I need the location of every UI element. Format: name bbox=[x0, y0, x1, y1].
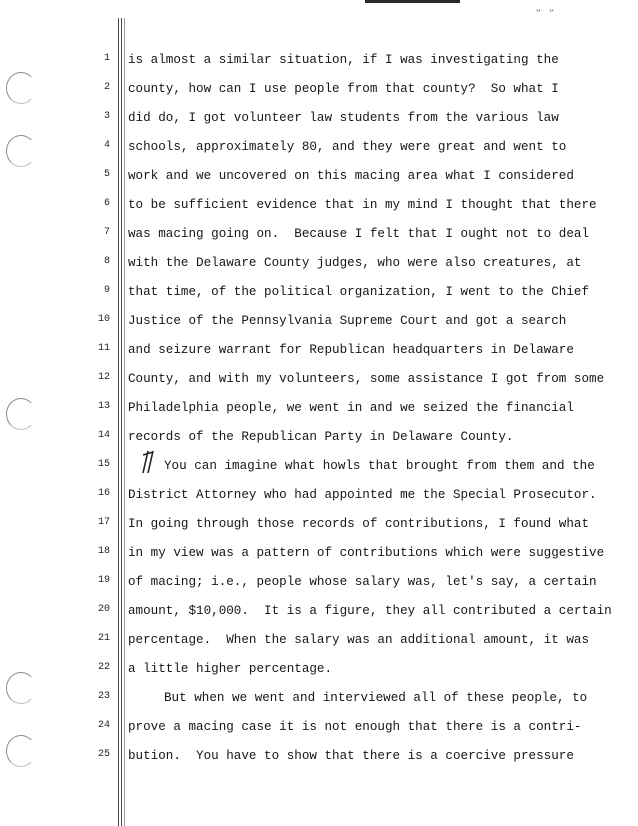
transcript-line: County, and with my volunteers, some assistance I got from some bbox=[128, 372, 605, 386]
line-number: 21 bbox=[97, 633, 110, 644]
line-number: 17 bbox=[97, 517, 110, 528]
transcript-line: You can imagine what howls that brought from them and the bbox=[164, 459, 595, 473]
line-number: 11 bbox=[97, 343, 110, 354]
transcript-line: with the Delaware County judges, who were also creatures, at bbox=[128, 256, 582, 270]
top-edge-mark bbox=[365, 0, 460, 3]
line-number: 10 bbox=[97, 314, 110, 325]
punch-hole-icon bbox=[6, 735, 36, 767]
line-number: 3 bbox=[103, 111, 110, 122]
transcript-line: in my view was a pattern of contributions which were suggestive bbox=[128, 546, 605, 560]
line-number: 4 bbox=[103, 140, 110, 151]
margin-rule bbox=[121, 18, 122, 826]
line-number: 19 bbox=[97, 575, 110, 586]
punch-hole-icon bbox=[6, 135, 36, 167]
transcript-line: did do, I got volunteer law students from the various law bbox=[128, 111, 559, 125]
margin-rule bbox=[118, 18, 119, 826]
punch-hole-icon bbox=[6, 672, 36, 704]
transcript-line: a little higher percentage. bbox=[128, 662, 333, 676]
line-number: 15 bbox=[97, 459, 110, 470]
transcript-line: Justice of the Pennsylvania Supreme Court and got a search bbox=[128, 314, 567, 328]
line-number: 9 bbox=[103, 285, 110, 296]
transcript-line: to be sufficient evidence that in my mind I thought that there bbox=[128, 198, 597, 212]
line-number: 2 bbox=[103, 82, 110, 93]
transcript-line: of macing; i.e., people whose salary was, let's say, a certain bbox=[128, 575, 597, 589]
line-number: 22 bbox=[97, 662, 110, 673]
transcript-line: county, how can I use people from that county? So what I bbox=[128, 82, 559, 96]
transcript-line: Philadelphia people, we went in and we seized the financial bbox=[128, 401, 574, 415]
transcript-line: was macing going on. Because I felt that I ought not to deal bbox=[128, 227, 590, 241]
line-number: 14 bbox=[97, 430, 110, 441]
line-number: 18 bbox=[97, 546, 110, 557]
transcript-line: schools, approximately 80, and they were great and went to bbox=[128, 140, 567, 154]
line-number: 13 bbox=[97, 401, 110, 412]
transcript-line: that time, of the political organization, I went to the Chief bbox=[128, 285, 590, 299]
line-number: 1 bbox=[103, 53, 110, 64]
transcript-line: work and we uncovered on this macing area what I considered bbox=[128, 169, 574, 183]
transcript-line: records of the Republican Party in Delaware County. bbox=[128, 430, 514, 444]
transcript-line: But when we went and interviewed all of these people, to bbox=[164, 691, 588, 705]
line-number: 16 bbox=[97, 488, 110, 499]
margin-rule bbox=[124, 18, 125, 826]
punch-hole-icon bbox=[6, 398, 36, 430]
transcript-line: amount, $10,000. It is a figure, they all contributed a certain bbox=[128, 604, 612, 618]
transcript-line: and seizure warrant for Republican headquarters in Delaware bbox=[128, 343, 574, 357]
transcript-line: prove a macing case it is not enough that there is a contri- bbox=[128, 720, 582, 734]
line-number: 20 bbox=[97, 604, 110, 615]
line-number: 24 bbox=[97, 720, 110, 731]
top-corner-mark: ᵕ ᵕ bbox=[535, 6, 555, 18]
transcript-line: In going through those records of contributions, I found what bbox=[128, 517, 590, 531]
transcript-line: bution. You have to show that there is a coercive pressure bbox=[128, 749, 574, 763]
punch-hole-icon bbox=[6, 72, 36, 104]
transcript-line: percentage. When the salary was an additional amount, it was bbox=[128, 633, 590, 647]
line-number: 5 bbox=[103, 169, 110, 180]
line-number: 7 bbox=[103, 227, 110, 238]
line-number: 8 bbox=[103, 256, 110, 267]
line-number: 23 bbox=[97, 691, 110, 702]
transcript-line: District Attorney who had appointed me the Special Prosecutor. bbox=[128, 488, 597, 502]
transcript-line: is almost a similar situation, if I was investigating the bbox=[128, 53, 559, 67]
line-number: 12 bbox=[97, 372, 110, 383]
line-number: 6 bbox=[103, 198, 110, 209]
line-number: 25 bbox=[97, 749, 110, 760]
